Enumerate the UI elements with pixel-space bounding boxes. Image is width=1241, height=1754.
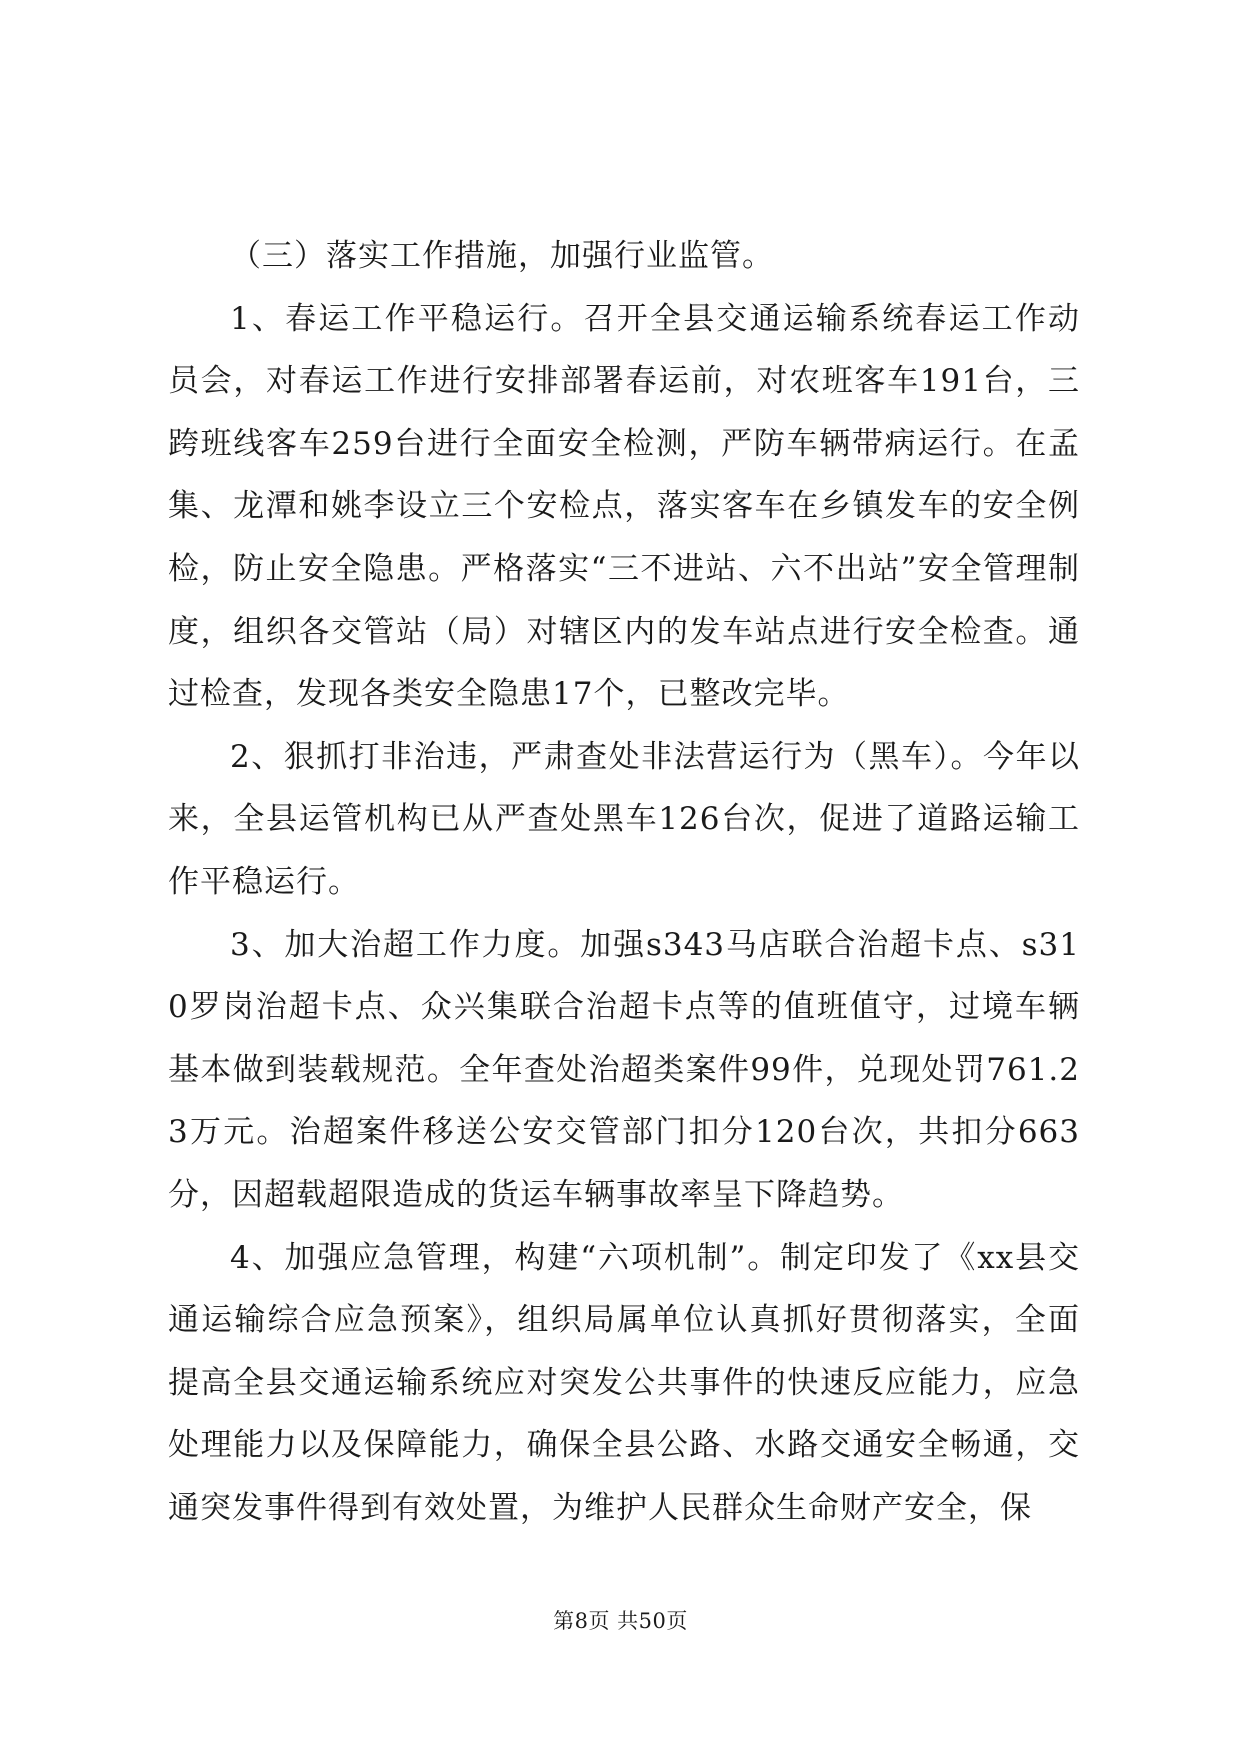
paragraph-spring-transport: 1、春运工作平稳运行。召开全县交通运输系统春运工作动员会，对春运工作进行安排部署春运前，对农班客车191台，三跨班线客车259台进行全面安全检测，严防车辆带病运行。在孟集、龙潭和姚李设立三个安检点，落实客车在乡镇发车的安全例检，防止安全隐患。严格落实“三不进站、六不出站”安全管理制度，组织各交管站（局）对辖区内的发车站点进行安全检查。通过检查，发现各类安全隐患17个，已整改完毕。 [168,300,1080,713]
page-number-footer: 第8页 共50页 [553,1609,688,1633]
paragraph-illegal-operation: 2、狠抓打非治违，严肃查处非法营运行为（黑车）。今年以来，全县运管机构已从严查处黑车126台次，促进了道路运输工作平稳运行。 [168,738,1080,900]
paragraph-overload-control: 3、加大治超工作力度。加强s343马店联合治超卡点、s310罗岗治超卡点、众兴集联合治超卡点等的值班值守，过境车辆基本做到装载规范。全年查处治超类案件99件，兑现处罚761.23万元。治超案件移送公安交管部门扣分120台次，共扣分663分，因超载超限造成的货运车辆事故率呈下降趋势。 [168,926,1080,1213]
paragraph-emergency-management: 4、加强应急管理，构建“六项机制”。制定印发了《xx县交通运输综合应急预案》，组织局属单位认真抓好贯彻落实，全面提高全县交通运输系统应对突发公共事件的快速反应能力，应急处理能力以及保障能力，确保全县公路、水路交通安全畅通，交通突发事件得到有效处置，为维护人民群众生命财产安全，保 [168,1239,1080,1526]
section-heading: （三）落实工作措施，加强行业监管。 [230,238,774,274]
document-body [168,225,1080,1539]
